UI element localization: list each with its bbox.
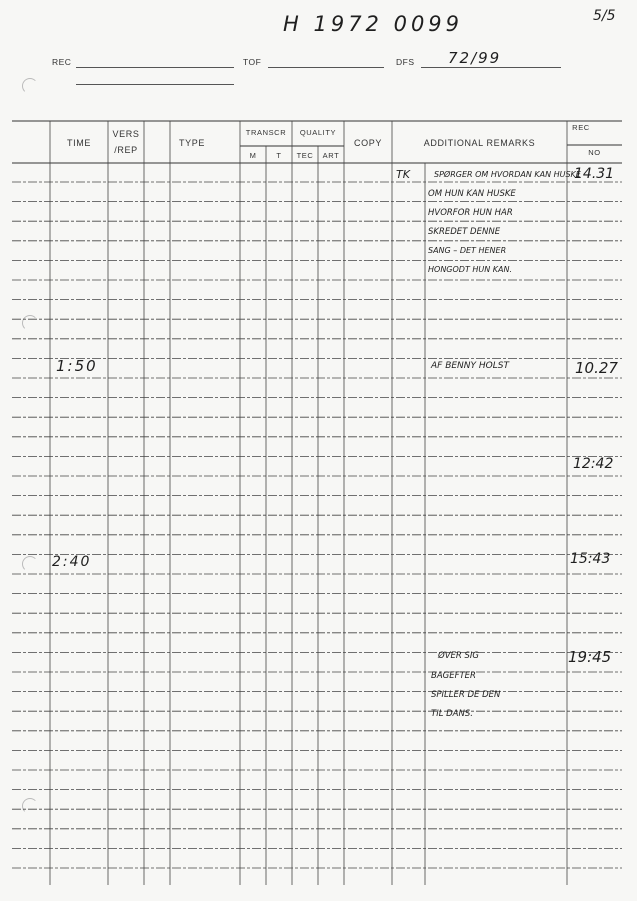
header-rec: REC bbox=[572, 123, 590, 132]
dfs-value: 72/99 bbox=[448, 49, 502, 67]
remark-5-line-4: TIL DANS. bbox=[431, 709, 473, 719]
remark-1-line-5: SANG – DET HENER bbox=[428, 246, 507, 255]
page-mark: 5/5 bbox=[593, 8, 616, 24]
remark-2: AF BENNY HOLST bbox=[431, 361, 509, 371]
tof-label: TOF bbox=[243, 57, 262, 67]
table-rows bbox=[12, 182, 622, 868]
remark-5-line-1: ØVER SIG bbox=[438, 651, 479, 661]
header-quality-art: ART bbox=[322, 151, 340, 160]
rec-label: REC bbox=[52, 57, 72, 67]
header-type: TYPE bbox=[179, 138, 205, 148]
header-transcr-t: T bbox=[276, 151, 282, 160]
header-vers: VERS bbox=[112, 129, 140, 139]
rec-number-2: 10.27 bbox=[575, 359, 618, 377]
header-remarks: ADDITIONAL REMARKS bbox=[423, 138, 536, 148]
remark-5-line-2: BAGEFTER bbox=[431, 671, 476, 681]
header-quality: QUALITY bbox=[299, 128, 337, 137]
remark-5-line-3: SPILLER DE DEN bbox=[431, 690, 501, 700]
dfs-label: DFS bbox=[396, 57, 415, 67]
header-copy: COPY bbox=[354, 138, 382, 148]
header-quality-tec: TEC bbox=[296, 151, 314, 160]
remark-1-line-4: SKREDET DENNE bbox=[428, 227, 501, 237]
rec-number-1: 14.31 bbox=[574, 166, 615, 182]
remark-1-line-2: OM HUN KAN HUSKE bbox=[428, 189, 516, 199]
tk-mark: TK bbox=[396, 168, 410, 181]
rec-number-4: 15:43 bbox=[570, 551, 611, 567]
header-no: NO bbox=[588, 148, 601, 157]
remark-1-line-6: HONGODT HUN KAN. bbox=[428, 265, 513, 274]
rec-number-3: 12:42 bbox=[573, 456, 614, 472]
time-4: 2:40 bbox=[52, 554, 92, 570]
time-2: 1:50 bbox=[56, 357, 98, 375]
header-rep: /REP bbox=[114, 145, 138, 155]
remark-1-line-1: SPØRGER OM HVORDAN KAN HUSKE bbox=[434, 170, 581, 179]
header-time: TIME bbox=[67, 138, 91, 148]
remark-1-line-3: HVORFOR HUN HAR bbox=[428, 208, 513, 218]
header-transcr: TRANSCR bbox=[245, 128, 287, 137]
rec-number-5: 19:45 bbox=[568, 648, 612, 666]
archive-number: H 1972 0099 bbox=[283, 12, 464, 36]
header-transcr-m: M bbox=[249, 151, 257, 160]
